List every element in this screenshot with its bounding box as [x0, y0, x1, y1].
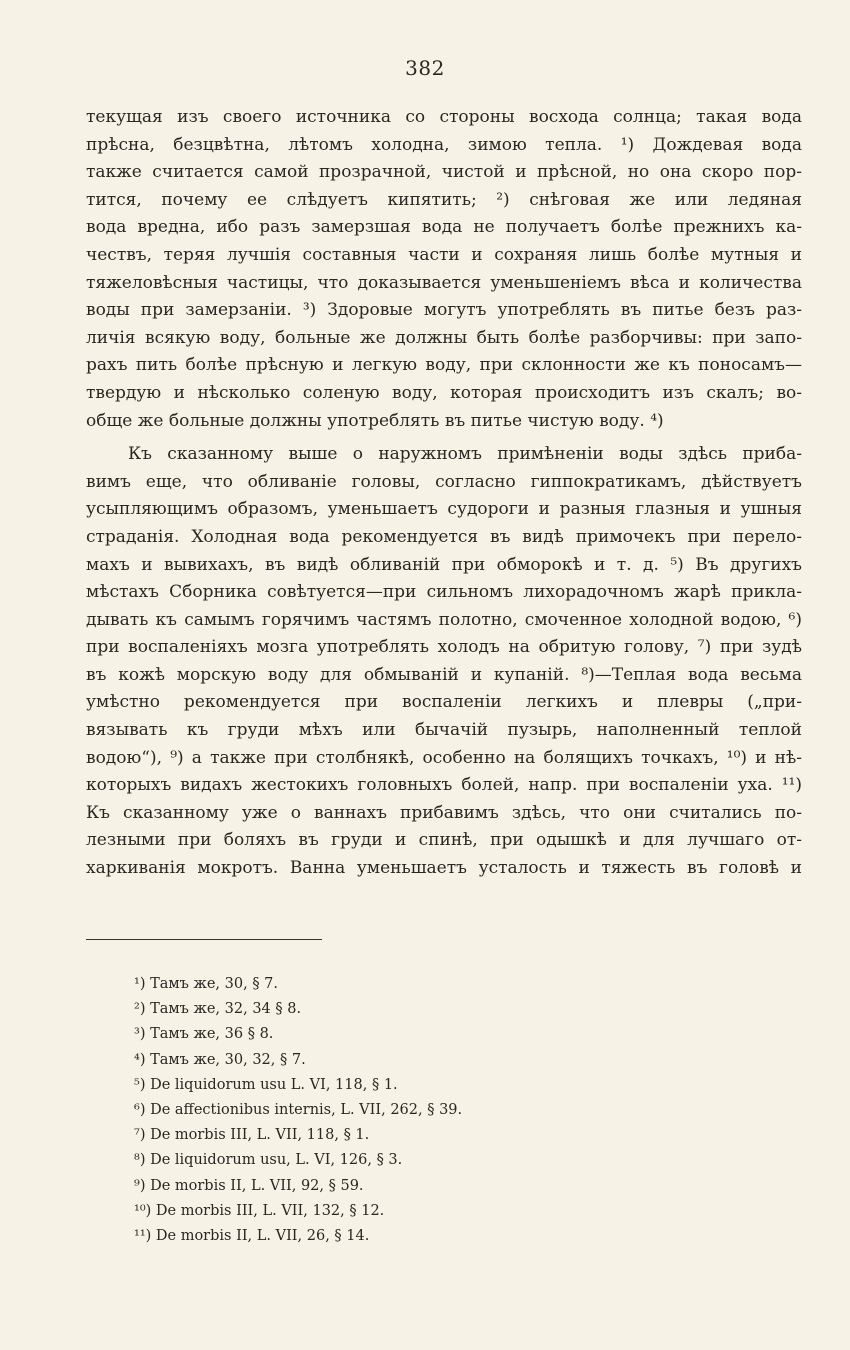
footnote: ¹) Тамъ же, 30, § 7.	[134, 976, 279, 992]
text-line: тится, почему ее слѣдуетъ кипятить; ²) снѣговая же или ледяная	[86, 189, 802, 210]
text-line: харкиванія мокротъ. Ванна уменьшаетъ усталость и тяжесть въ головѣ и	[86, 858, 802, 879]
text-line: которыхъ видахъ жестокихъ головныхъ болей, напр. при воспаленіи уха. ¹¹)	[86, 775, 802, 796]
text-line: личія всякую воду, больные же должны быть болѣе разборчивы: при запо-	[86, 327, 802, 348]
text-line: вода вредна, ибо разъ замерзшая вода не получаетъ болѣе прежнихъ ка-	[86, 217, 802, 238]
text-line: Къ сказанному уже о ваннахъ прибавимъ здѣсь, что они считались по-	[86, 802, 802, 823]
footnote: ²) Тамъ же, 32, 34 § 8.	[134, 1001, 302, 1018]
footnotes	[134, 972, 734, 1249]
paragraph	[86, 441, 802, 883]
text-line: также считается самой прозрачной, чистой и прѣсной, но она скоро пор-	[86, 162, 802, 183]
text-line: при воспаленіяхъ мозга употреблять холодъ на обритую голову, ⁷) при зудѣ	[86, 637, 802, 658]
page-number: 382	[405, 56, 445, 80]
text-line: воды при замерзаніи. ³) Здоровые могутъ употреблять въ питье безъ раз-	[86, 300, 802, 321]
text-line: лезными при боляхъ въ груди и спинѣ, при одышкѣ и для лучшаго от-	[86, 830, 802, 851]
footnote: ¹¹) De morbis II, L. VII, 26, § 14.	[134, 1227, 370, 1244]
text-line: водою“), ⁹) а также при столбнякѣ, особенно на болящихъ точкахъ, ¹⁰) и нѣ-	[86, 747, 802, 768]
footnote: ⁴) Тамъ же, 30, 32, § 7.	[134, 1051, 306, 1068]
footnote: ⁸) De liquidorum usu, L. VI, 126, § 3.	[134, 1152, 403, 1169]
text-line: тяжеловѣсныя частицы, что доказывается уменьшеніемъ вѣса и количества	[86, 272, 802, 293]
text-line: вимъ еще, что обливаніе головы, согласно гиппократикамъ, дѣйствуетъ	[86, 471, 802, 492]
footnote: ³) Тамъ же, 36 § 8.	[134, 1026, 274, 1043]
text-line: въ кожѣ морскую воду для обмываній и купаній. ⁸)—Теплая вода весьма	[86, 664, 802, 685]
text-line: махъ и вывихахъ, въ видѣ обливаній при обморокѣ и т. д. ⁵) Въ другихъ	[86, 554, 802, 575]
text-line: рахъ пить болѣе прѣсную и легкую воду, при склонности же къ поносамъ—	[86, 355, 802, 376]
paragraph	[86, 104, 802, 435]
text-line: вязывать къ груди мѣхъ или бычачій пузырь, наполненный теплой	[86, 720, 802, 741]
text-line: страданія. Холодная вода рекомендуется въ видѣ примочекъ при перело-	[86, 526, 802, 547]
footnote: ⁹) De morbis II, L. VII, 92, § 59.	[134, 1177, 364, 1194]
text-line: прѣсна, безцвѣтна, лѣтомъ холодна, зимою тепла. ¹) Дождевая вода	[86, 134, 802, 155]
footnote: ⁵) De liquidorum usu L. VI, 118, § 1.	[134, 1076, 398, 1093]
text-line: обще же больные должны употреблять въ питье чистую воду. ⁴)	[86, 410, 664, 431]
text-line: твердую и нѣсколько соленую воду, которая происходитъ изъ скалъ; во-	[86, 382, 802, 403]
text-line: умѣстно рекомендуется при воспаленіи легкихъ и плевры („при-	[86, 692, 802, 713]
text-line: дывать къ самымъ горячимъ частямъ полотно, смоченное холодной водою, ⁶)	[86, 609, 802, 630]
text-line: текущая изъ своего источника со стороны восхода солнца; такая вода	[86, 107, 802, 127]
text-line: чествъ, теряя лучшія составныя части и сохраняя лишь болѣе мутныя и	[86, 244, 802, 265]
text-line: усыпляющимъ образомъ, уменьшаетъ судороги и разныя глазныя и ушныя	[86, 499, 802, 520]
text-line: мѣстахъ Сборника совѣтуется—при сильномъ лихорадочномъ жарѣ прикла-	[86, 582, 802, 603]
text-line: Къ сказанному выше о наружномъ примѣненіи воды здѣсь приба-	[128, 444, 802, 465]
footnote: ⁶) De affectionibus internis, L. VII, 262, § 39.	[134, 1101, 463, 1118]
footnote-separator	[86, 939, 322, 940]
body-text	[86, 104, 802, 883]
footnote: ¹⁰) De morbis III, L. VII, 132, § 12.	[134, 1202, 385, 1219]
footnote: ⁷) De morbis III, L. VII, 118, § 1.	[134, 1127, 370, 1144]
